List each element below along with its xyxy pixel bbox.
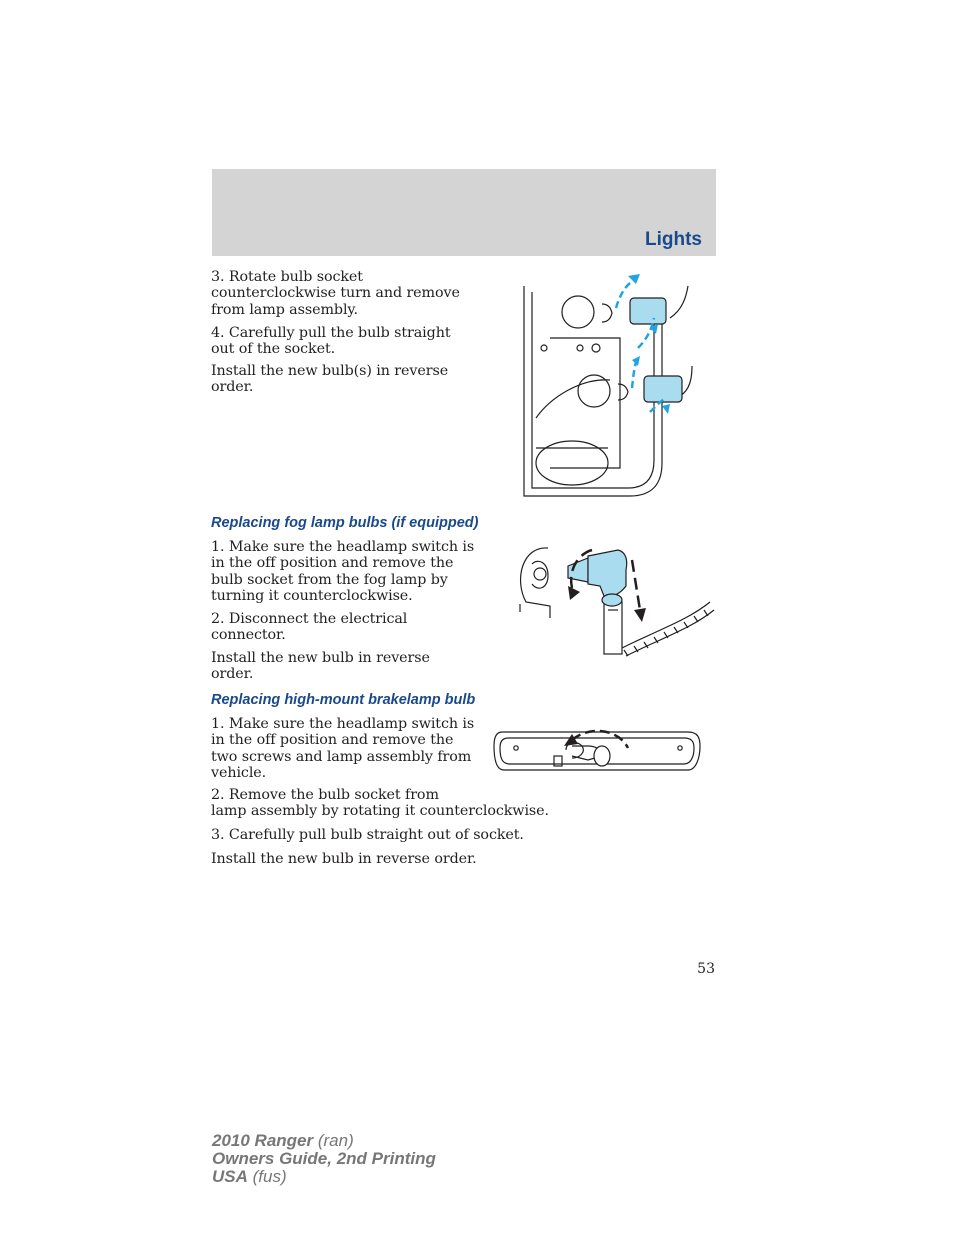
install-paragraph: Install the new bulb(s) in reverse order. xyxy=(211,363,449,396)
step-4-paragraph: 4. Carefully pull the bulb straight out of the socket. xyxy=(211,325,451,358)
brake-step-2-paragraph: 2. Remove the bulb socket from lamp assembly by rotating it counterclockwise. xyxy=(211,787,549,820)
document-footer xyxy=(212,1132,436,1186)
brake-install-paragraph: Install the new bulb in reverse order. xyxy=(211,851,477,867)
step-3-paragraph: 3. Rotate bulb socket counterclockwise turn and remove from lamp assembly. xyxy=(211,269,460,318)
footer-line-3: USA (fus) xyxy=(212,1167,287,1186)
fog-step-2-paragraph: 2. Disconnect the electrical connector. xyxy=(211,611,408,644)
section-header-band xyxy=(212,169,716,256)
tail-lamp-illustration xyxy=(520,268,700,500)
brakelamp-heading: Replacing high-mount brakelamp bulb xyxy=(211,692,476,708)
fog-step-1-paragraph: 1. Make sure the headlamp switch is in the off position and remove the bulb socket from the fog lamp by turning it counterclockwise. xyxy=(211,539,475,604)
fog-lamp-illustration xyxy=(508,540,718,662)
fog-lamp-heading: Replacing fog lamp bulbs (if equipped) xyxy=(211,515,479,531)
footer-line-2: Owners Guide, 2nd Printing xyxy=(212,1149,436,1168)
brakelamp-illustration xyxy=(492,722,702,776)
brake-step-3-paragraph: 3. Carefully pull bulb straight out of socket. xyxy=(211,827,524,843)
fog-install-paragraph: Install the new bulb in reverse order. xyxy=(211,650,430,683)
page-number: 53 xyxy=(697,961,715,977)
brake-step-1-paragraph: 1. Make sure the headlamp switch is in the off position and remove the two screws and lamp assembly from vehicle. xyxy=(211,716,475,781)
footer-line-1: 2010 Ranger (ran) xyxy=(212,1131,354,1150)
section-title: Lights xyxy=(645,229,702,250)
